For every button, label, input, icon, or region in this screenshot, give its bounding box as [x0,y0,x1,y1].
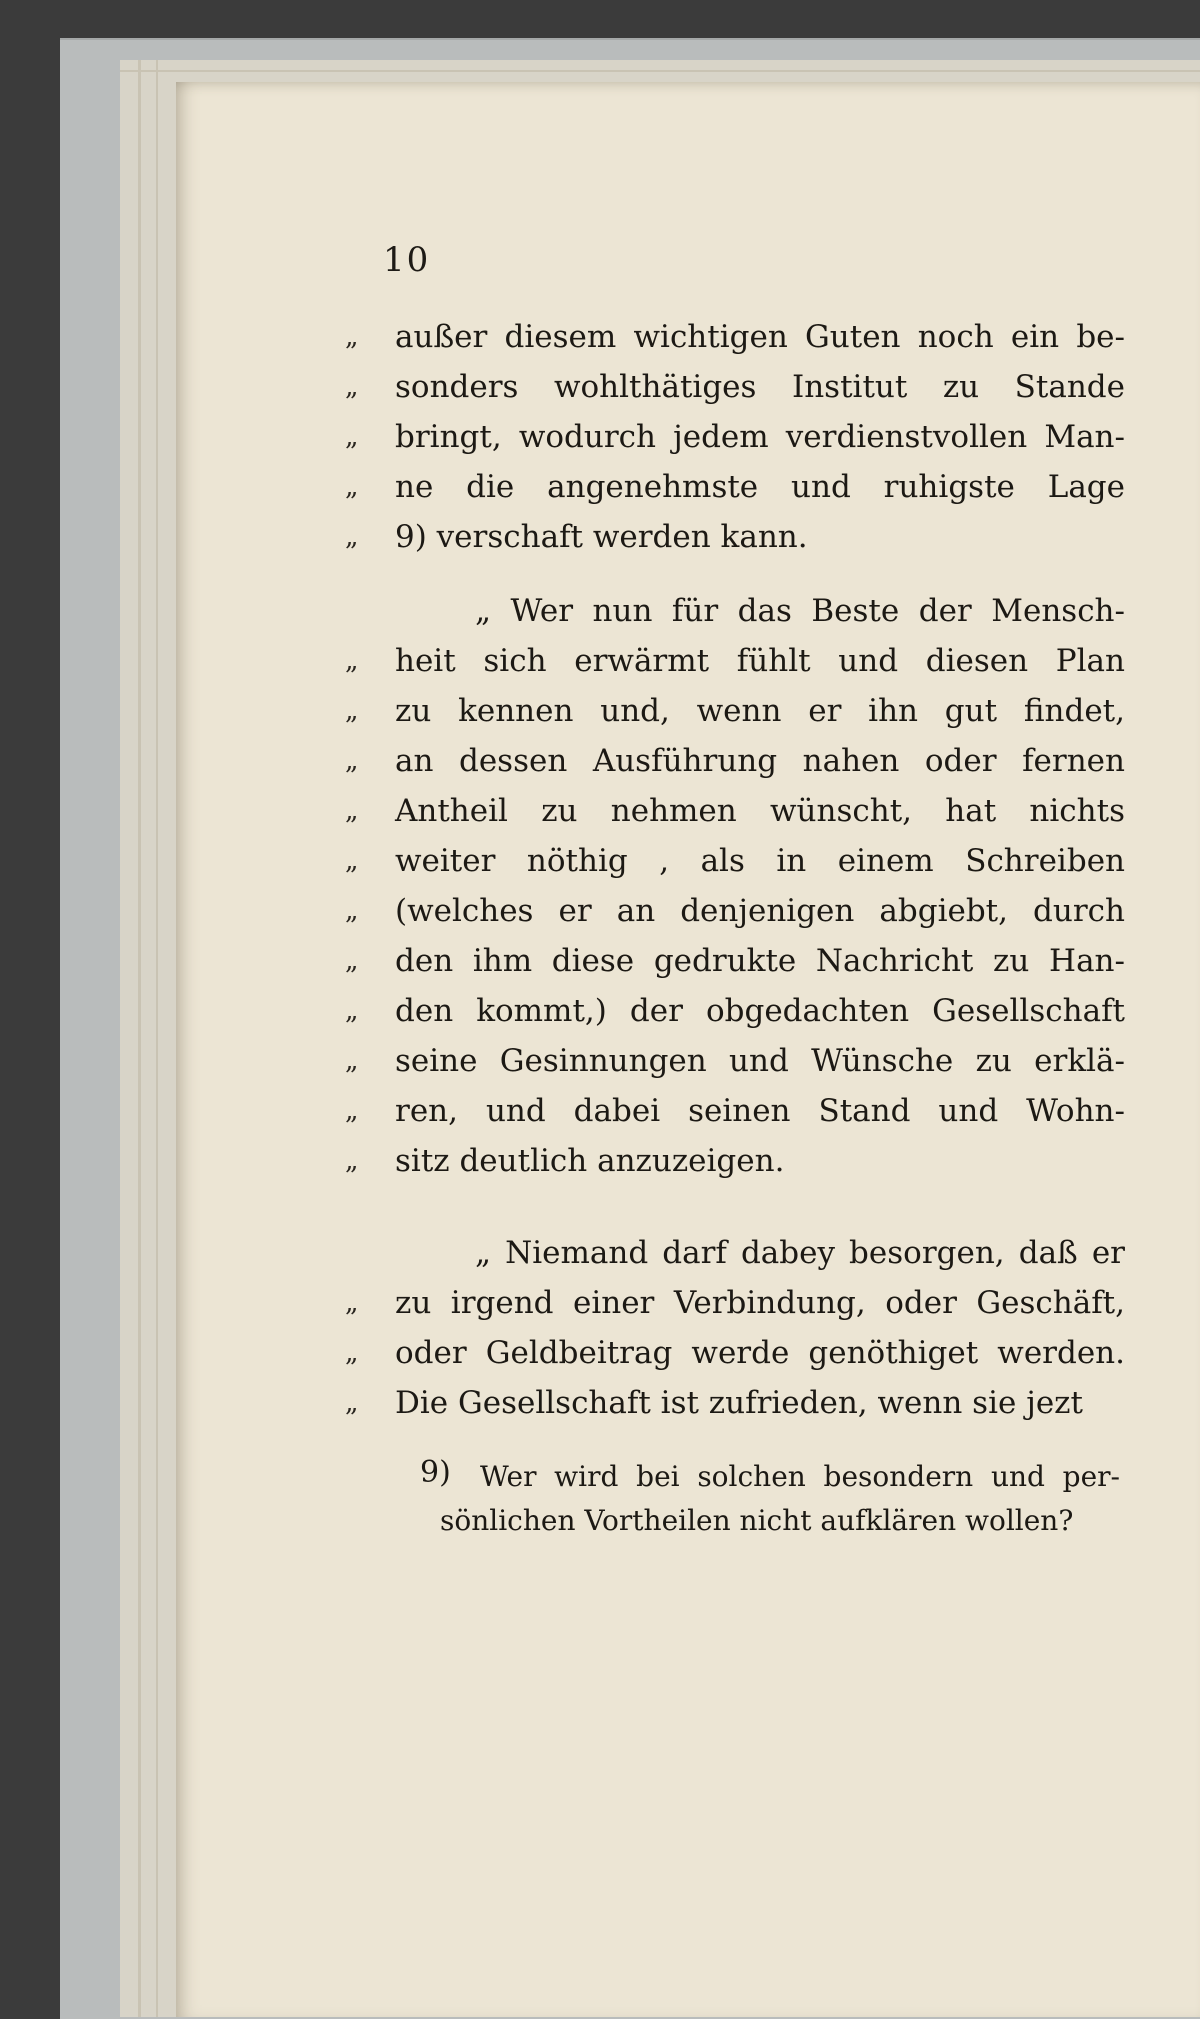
quote-mark: „ [345,522,359,552]
text-line [345,736,1125,786]
footnote [420,1455,1120,1543]
quote-mark: „ [345,946,359,976]
text-line [345,786,1125,836]
text-line [345,312,1125,362]
line-text: zu kennen und, wenn er ihn gut findet, [395,693,1125,729]
line-text: seine Gesinnungen und Wünsche zu erklä- [395,1043,1125,1079]
edge-line [120,70,1200,72]
text-line [345,886,1125,936]
text-line [345,1378,1125,1428]
page-number: 10 [383,240,431,280]
quote-mark: „ [345,896,359,926]
line-text: (welches er an denjenigen abgiebt, durch [395,893,1125,929]
line-text: oder Geldbeitrag werde genöthiget werden. [395,1335,1125,1371]
text-line [345,412,1125,462]
text-line [395,586,1125,636]
quote-mark: „ [345,846,359,876]
quote-mark: „ [345,746,359,776]
text-line [345,936,1125,986]
quote-mark: „ [345,796,359,826]
line-text: Die Gesellschaft ist zufrieden, wenn sie jezt [395,1385,1083,1421]
quote-mark: „ [345,1146,359,1176]
line-text: „ Niemand darf dabey besorgen, daß er [475,1235,1125,1271]
edge-line [138,60,141,2017]
footnote-line: sönlichen Vortheilen nicht aufklären wollen? [440,1504,1074,1537]
line-text: heit sich erwärmt fühlt und diesen Plan [395,643,1125,679]
line-text: an dessen Ausführung nahen oder fernen [395,743,1125,779]
quote-mark: „ [345,1096,359,1126]
quote-mark: „ [345,422,359,452]
text-line [345,1328,1125,1378]
quote-mark: „ [345,1388,359,1418]
body-text [345,312,1125,1428]
quote-mark: „ [345,1046,359,1076]
text-line [345,512,1125,562]
text-line [345,1036,1125,1086]
text-line [395,1228,1125,1278]
text-line [345,836,1125,886]
edge-line [156,60,158,2017]
paragraph-gap [395,562,1125,586]
line-text: sitz deutlich anzuzeigen. [395,1143,785,1179]
quote-mark: „ [345,1338,359,1368]
quote-mark: „ [345,696,359,726]
text-line [345,686,1125,736]
quote-mark: „ [345,472,359,502]
line-text: Antheil zu nehmen wünscht, hat nichts [395,793,1125,829]
text-line [345,986,1125,1036]
quote-mark: „ [345,646,359,676]
line-text: außer diesem wichtigen Guten noch ein be- [395,319,1125,355]
text-line [345,362,1125,412]
footnote-number: 9) [420,1455,451,1490]
footnote-line: Wer wird bei solchen besondern und per- [480,1460,1120,1493]
quote-mark: „ [345,322,359,352]
text-line [345,1278,1125,1328]
line-text: den ihm diese gedrukte Nachricht zu Han- [395,943,1125,979]
quote-mark: „ [345,1288,359,1318]
line-text: „ Wer nun für das Beste der Mensch- [475,593,1125,629]
text-line [345,1086,1125,1136]
quote-mark: „ [345,372,359,402]
text-line [345,462,1125,512]
line-text: den kommt,) der obgedachten Gesellschaft [395,993,1125,1029]
text-line [345,1136,1125,1186]
line-text: ren, und dabei seinen Stand und Wohn- [395,1093,1125,1129]
line-text: zu irgend einer Verbindung, oder Geschäft, [395,1285,1125,1321]
line-text: 9) verschaft werden kann. [395,519,808,555]
quote-mark: „ [345,996,359,1026]
line-text: weiter nöthig , als in einem Schreiben [395,843,1125,879]
text-line [345,636,1125,686]
paragraph-gap [395,1186,1125,1228]
line-text: sonders wohlthätiges Institut zu Stande [395,369,1125,405]
line-text: bringt, wodurch jedem verdienstvollen Man- [395,419,1125,455]
line-text: ne die angenehmste und ruhigste Lage [395,469,1125,505]
